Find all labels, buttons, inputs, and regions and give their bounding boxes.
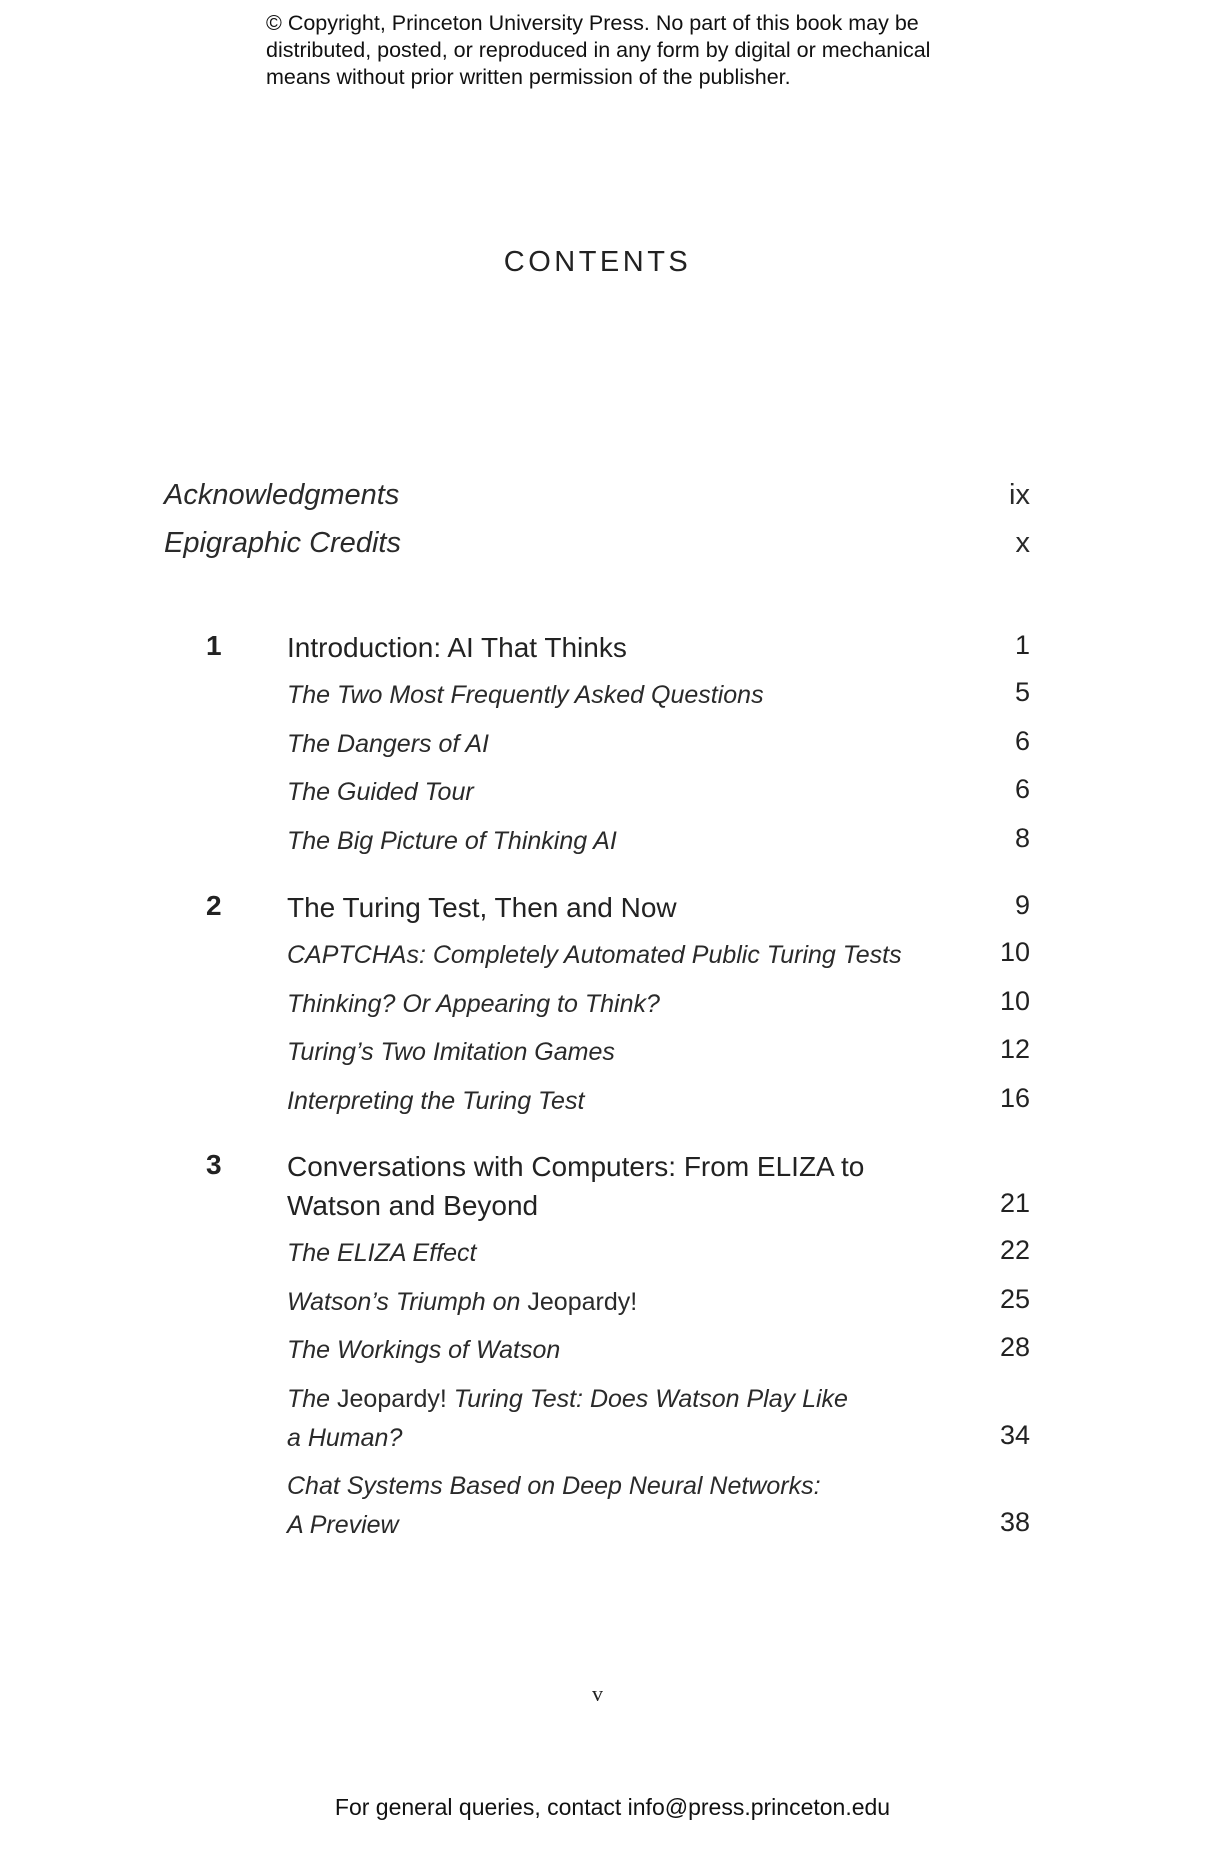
toc-section-text: Watson’s Triumph on bbox=[287, 1287, 528, 1316]
toc-page-number: 1 bbox=[1014, 630, 1030, 660]
toc-front-title: Epigraphic Credits bbox=[164, 527, 401, 559]
toc-section-line bbox=[287, 985, 660, 1024]
toc-front-entry bbox=[164, 527, 1030, 567]
toc-section-line bbox=[287, 676, 764, 715]
toc-section-line bbox=[287, 1283, 637, 1322]
toc-chapter-number: 1 bbox=[206, 630, 222, 661]
toc-section-text: The Big Picture of Thinking AI bbox=[287, 826, 617, 855]
toc-section-text: Chat Systems Based on Deep Neural Networks: bbox=[287, 1471, 821, 1500]
toc-section-title bbox=[287, 936, 902, 975]
toc-section-text: Thinking? Or Appearing to Think? bbox=[287, 989, 660, 1018]
toc-chapter-title bbox=[287, 888, 677, 927]
toc-section-text: Turing’s Two Imitation Games bbox=[287, 1038, 615, 1066]
toc-chapter-title-line: Introduction: AI That Thinks bbox=[287, 632, 627, 663]
toc-section-line bbox=[287, 1380, 848, 1419]
page-folio: v bbox=[592, 1681, 603, 1706]
toc-page-number: 16 bbox=[999, 1082, 1030, 1113]
toc-page-number: 5 bbox=[1014, 677, 1030, 707]
toc-section-title bbox=[287, 676, 764, 715]
toc-section-line bbox=[287, 725, 489, 764]
toc-section-title bbox=[287, 773, 474, 812]
toc-chapter-title bbox=[287, 628, 627, 667]
toc-page-number: ix bbox=[1009, 479, 1030, 511]
toc-section-line bbox=[287, 936, 902, 975]
toc-chapter-title-line: Watson and Beyond bbox=[287, 1190, 539, 1221]
toc-section-title bbox=[287, 1082, 584, 1121]
toc-chapter-title-line: The Turing Test, Then and Now bbox=[287, 892, 677, 923]
copyright-line: means without prior written permission of the publisher. bbox=[266, 65, 791, 89]
toc-front-title: Acknowledgments bbox=[164, 479, 400, 511]
toc-section-text: The bbox=[287, 1384, 338, 1413]
toc-section-line bbox=[287, 1234, 476, 1273]
toc-section-text: The Two Most Frequently Asked Questions bbox=[287, 681, 764, 709]
toc-page-number: 6 bbox=[1014, 774, 1030, 804]
toc-section-title bbox=[287, 1380, 848, 1458]
toc-section-text: The ELIZA Effect bbox=[287, 1239, 477, 1267]
toc-section-text: The Workings of Watson bbox=[287, 1336, 561, 1364]
copyright-notice bbox=[266, 10, 986, 91]
toc-section-line bbox=[287, 1419, 848, 1458]
toc-section-title bbox=[287, 725, 489, 764]
toc-chapter-number: 2 bbox=[206, 890, 222, 921]
toc-section-text: The Dangers of AI bbox=[287, 729, 489, 758]
toc-section-title bbox=[287, 1467, 821, 1545]
toc-page-number: 28 bbox=[999, 1332, 1030, 1362]
toc-section-title bbox=[287, 822, 617, 861]
toc-section-title bbox=[287, 1234, 476, 1273]
toc-section-title bbox=[287, 985, 660, 1024]
contents-heading: CONTENTS bbox=[503, 246, 692, 278]
toc-page-number: 38 bbox=[999, 1506, 1030, 1537]
toc-section-line bbox=[287, 1082, 584, 1121]
toc-section-title bbox=[287, 1283, 637, 1322]
toc-chapter-number: 3 bbox=[206, 1149, 222, 1180]
toc-section-line bbox=[287, 1331, 560, 1370]
toc-section-text: Turing Test: Does Watson Play Like bbox=[446, 1384, 848, 1413]
toc-page-number: 22 bbox=[999, 1235, 1030, 1265]
toc-page-number: 6 bbox=[1014, 725, 1030, 756]
toc-section-text: A Preview bbox=[287, 1510, 399, 1539]
toc-front-entry bbox=[164, 479, 1030, 519]
toc-chapter-title bbox=[287, 1147, 864, 1225]
toc-program-name: Jeopardy! bbox=[527, 1287, 638, 1316]
toc-page-number: 34 bbox=[999, 1419, 1030, 1450]
toc-page-number: 21 bbox=[999, 1188, 1030, 1218]
toc-section-text: a Human? bbox=[287, 1423, 403, 1452]
toc-section-line bbox=[287, 1467, 821, 1506]
toc-chapter-title-line: Conversations with Computers: From ELIZA to bbox=[287, 1151, 865, 1182]
toc-page-number: 10 bbox=[999, 985, 1030, 1016]
toc-section-title bbox=[287, 1033, 615, 1072]
toc-program-name: Jeopardy! bbox=[337, 1384, 447, 1413]
toc-section-text: Interpreting the Turing Test bbox=[287, 1086, 585, 1115]
toc-page-number: 25 bbox=[999, 1283, 1030, 1314]
toc-section-text: The Guided Tour bbox=[287, 778, 474, 806]
toc-section-line bbox=[287, 1033, 615, 1072]
toc-section-text: CAPTCHAs: Completely Automated Public Turing Tests bbox=[287, 941, 902, 969]
copyright-line: © Copyright, Princeton University Press. No part of this book may be bbox=[266, 11, 919, 35]
toc-section-line bbox=[287, 773, 474, 812]
copyright-line: distributed, posted, or reproduced in any form by digital or mechanical bbox=[266, 38, 931, 62]
toc-page-number: 8 bbox=[1014, 822, 1030, 853]
toc-section-title bbox=[287, 1331, 560, 1370]
toc-page-number: 10 bbox=[999, 937, 1030, 967]
footer-contact: For general queries, contact info@press.princeton.edu bbox=[334, 1794, 891, 1820]
toc-section-line bbox=[287, 1506, 821, 1545]
toc-page-number: 9 bbox=[1014, 890, 1030, 920]
toc-page-number: 12 bbox=[999, 1034, 1030, 1064]
toc-section-line bbox=[287, 822, 617, 861]
toc-page-number: x bbox=[1015, 527, 1030, 559]
